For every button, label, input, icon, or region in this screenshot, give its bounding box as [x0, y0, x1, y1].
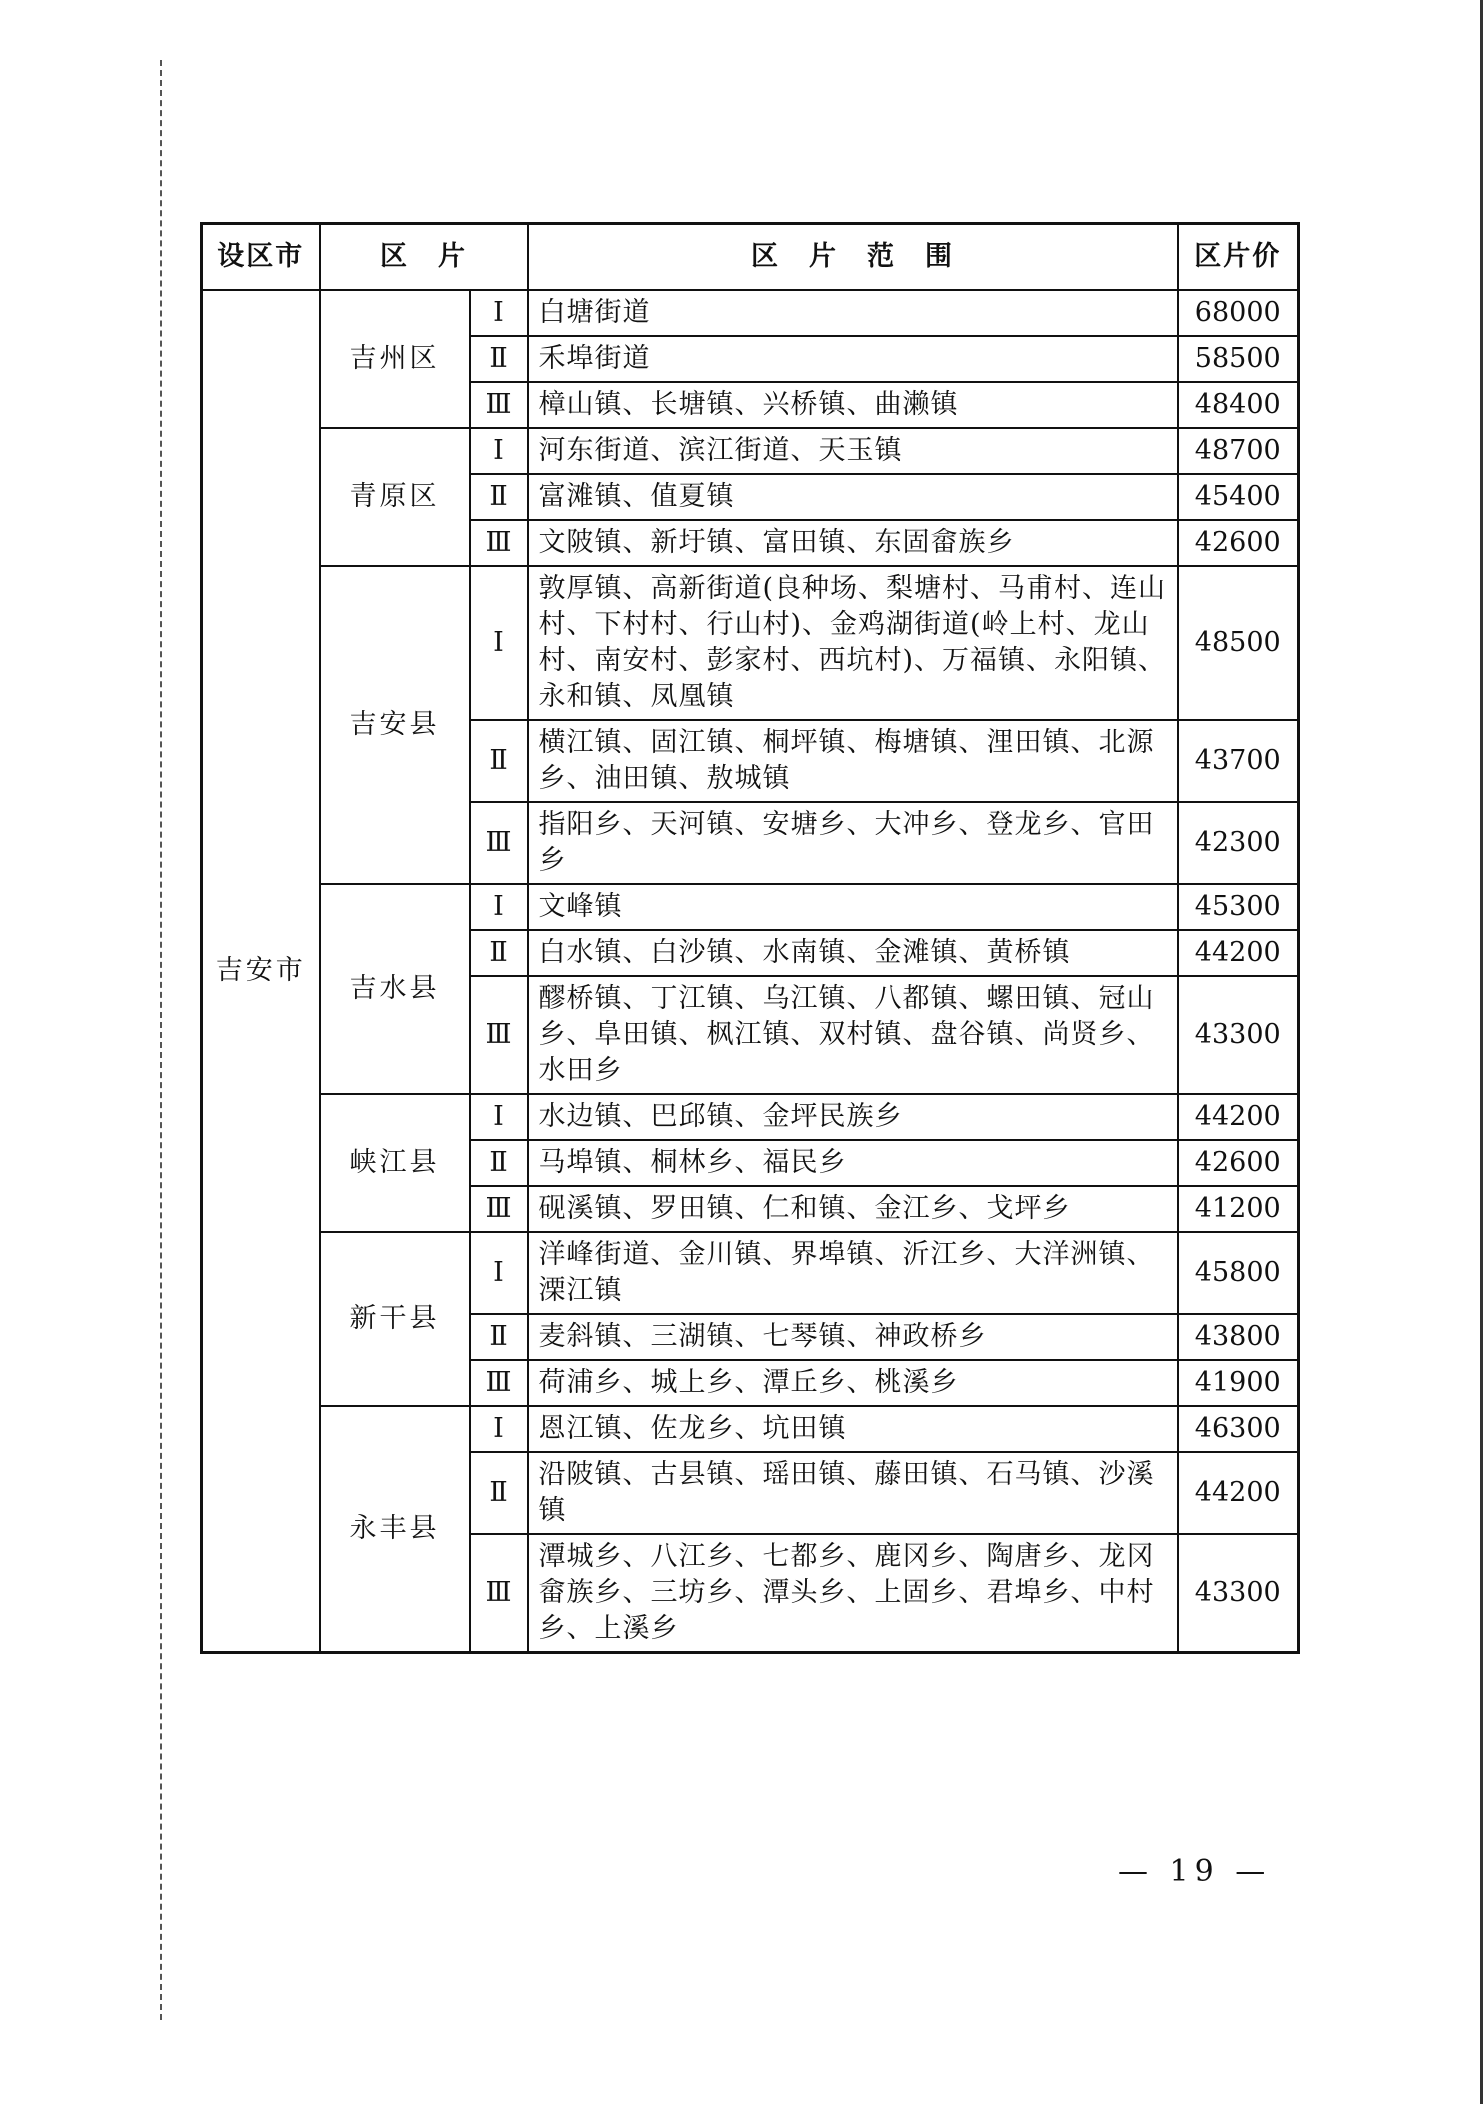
- price-cell: 45400: [1178, 474, 1299, 520]
- city-cell: 吉安市: [202, 290, 320, 1653]
- county-cell: 新干县: [320, 1232, 470, 1406]
- county-cell: 吉州区: [320, 290, 470, 428]
- scope-cell: 敦厚镇、高新街道(良种场、梨塘村、马甫村、连山村、下村村、行山村)、金鸡湖街道(岭上村、龙山村、南安村、彭家村、西坑村)、万福镇、永阳镇、永和镇、凤凰镇: [528, 566, 1178, 720]
- table-row: [202, 1094, 1299, 1140]
- scope-cell: 麦斜镇、三湖镇、七琴镇、神政桥乡: [528, 1314, 1178, 1360]
- price-cell: 43300: [1178, 976, 1299, 1094]
- county-cell: 永丰县: [320, 1406, 470, 1653]
- grade-cell: Ⅰ: [470, 1406, 528, 1452]
- grade-cell: Ⅱ: [470, 720, 528, 802]
- grade-cell: Ⅲ: [470, 802, 528, 884]
- table-row: [202, 1406, 1299, 1452]
- land-price-table: [200, 222, 1300, 1654]
- price-cell: 42300: [1178, 802, 1299, 884]
- price-cell: 42600: [1178, 1140, 1299, 1186]
- grade-cell: Ⅱ: [470, 1314, 528, 1360]
- table-header-row: [202, 224, 1299, 291]
- scope-cell: 恩江镇、佐龙乡、坑田镇: [528, 1406, 1178, 1452]
- scope-cell: 荷浦乡、城上乡、潭丘乡、桃溪乡: [528, 1360, 1178, 1406]
- grade-cell: Ⅱ: [470, 1452, 528, 1534]
- page-number: — 19 —: [1118, 1854, 1272, 1889]
- scope-cell: 富滩镇、值夏镇: [528, 474, 1178, 520]
- scope-cell: 禾埠街道: [528, 336, 1178, 382]
- price-cell: 48500: [1178, 566, 1299, 720]
- scope-cell: 洋峰街道、金川镇、界埠镇、沂江乡、大洋洲镇、溧江镇: [528, 1232, 1178, 1314]
- grade-cell: Ⅰ: [470, 1232, 528, 1314]
- grade-cell: Ⅰ: [470, 290, 528, 336]
- price-cell: 44200: [1178, 1452, 1299, 1534]
- scope-cell: 水边镇、巴邱镇、金坪民族乡: [528, 1094, 1178, 1140]
- scope-cell: 潭城乡、八江乡、七都乡、鹿冈乡、陶唐乡、龙冈畲族乡、三坊乡、潭头乡、上固乡、君埠乡、中村乡、上溪乡: [528, 1534, 1178, 1653]
- grade-cell: Ⅲ: [470, 520, 528, 566]
- table-row: [202, 566, 1299, 720]
- county-cell: 峡江县: [320, 1094, 470, 1232]
- price-cell: 42600: [1178, 520, 1299, 566]
- scope-cell: 白水镇、白沙镇、水南镇、金滩镇、黄桥镇: [528, 930, 1178, 976]
- table-body: [202, 290, 1299, 1653]
- grade-cell: Ⅲ: [470, 382, 528, 428]
- scope-cell: 沿陂镇、古县镇、瑶田镇、藤田镇、石马镇、沙溪镇: [528, 1452, 1178, 1534]
- grade-cell: Ⅲ: [470, 1534, 528, 1653]
- price-cell: 43700: [1178, 720, 1299, 802]
- table-row: [202, 1232, 1299, 1314]
- price-cell: 41900: [1178, 1360, 1299, 1406]
- grade-cell: Ⅰ: [470, 566, 528, 720]
- price-cell: 41200: [1178, 1186, 1299, 1232]
- price-cell: 43800: [1178, 1314, 1299, 1360]
- price-cell: 45800: [1178, 1232, 1299, 1314]
- county-cell: 青原区: [320, 428, 470, 566]
- header-city: 设区市: [202, 224, 320, 291]
- scope-cell: 樟山镇、长塘镇、兴桥镇、曲濑镇: [528, 382, 1178, 428]
- scope-cell: 醪桥镇、丁江镇、乌江镇、八都镇、螺田镇、冠山乡、阜田镇、枫江镇、双村镇、盘谷镇、尚贤乡、水田乡: [528, 976, 1178, 1094]
- scope-cell: 白塘街道: [528, 290, 1178, 336]
- grade-cell: Ⅱ: [470, 1140, 528, 1186]
- scope-cell: 河东街道、滨江街道、天玉镇: [528, 428, 1178, 474]
- price-cell: 44200: [1178, 930, 1299, 976]
- binding-line: [160, 60, 162, 2020]
- header-zone: 区 片: [320, 224, 528, 291]
- table-row: [202, 884, 1299, 930]
- scope-cell: 文峰镇: [528, 884, 1178, 930]
- price-cell: 46300: [1178, 1406, 1299, 1452]
- scope-cell: 横江镇、固江镇、桐坪镇、梅塘镇、浬田镇、北源乡、油田镇、敖城镇: [528, 720, 1178, 802]
- price-cell: 43300: [1178, 1534, 1299, 1653]
- page-edge: [1468, 0, 1483, 2104]
- table-row: [202, 428, 1299, 474]
- grade-cell: Ⅲ: [470, 976, 528, 1094]
- grade-cell: Ⅲ: [470, 1360, 528, 1406]
- county-cell: 吉安县: [320, 566, 470, 884]
- grade-cell: Ⅰ: [470, 884, 528, 930]
- grade-cell: Ⅱ: [470, 336, 528, 382]
- grade-cell: Ⅲ: [470, 1186, 528, 1232]
- price-cell: 48700: [1178, 428, 1299, 474]
- grade-cell: Ⅰ: [470, 428, 528, 474]
- price-cell: 45300: [1178, 884, 1299, 930]
- price-cell: 48400: [1178, 382, 1299, 428]
- scope-cell: 指阳乡、天河镇、安塘乡、大冲乡、登龙乡、官田乡: [528, 802, 1178, 884]
- county-cell: 吉水县: [320, 884, 470, 1094]
- grade-cell: Ⅱ: [470, 474, 528, 520]
- price-cell: 58500: [1178, 336, 1299, 382]
- price-cell: 68000: [1178, 290, 1299, 336]
- table-row: [202, 290, 1299, 336]
- price-cell: 44200: [1178, 1094, 1299, 1140]
- header-scope: 区 片 范 围: [528, 224, 1178, 291]
- header-price: 区片价: [1178, 224, 1299, 291]
- scope-cell: 砚溪镇、罗田镇、仁和镇、金江乡、戈坪乡: [528, 1186, 1178, 1232]
- scope-cell: 马埠镇、桐林乡、福民乡: [528, 1140, 1178, 1186]
- grade-cell: Ⅰ: [470, 1094, 528, 1140]
- grade-cell: Ⅱ: [470, 930, 528, 976]
- scope-cell: 文陂镇、新圩镇、富田镇、东固畲族乡: [528, 520, 1178, 566]
